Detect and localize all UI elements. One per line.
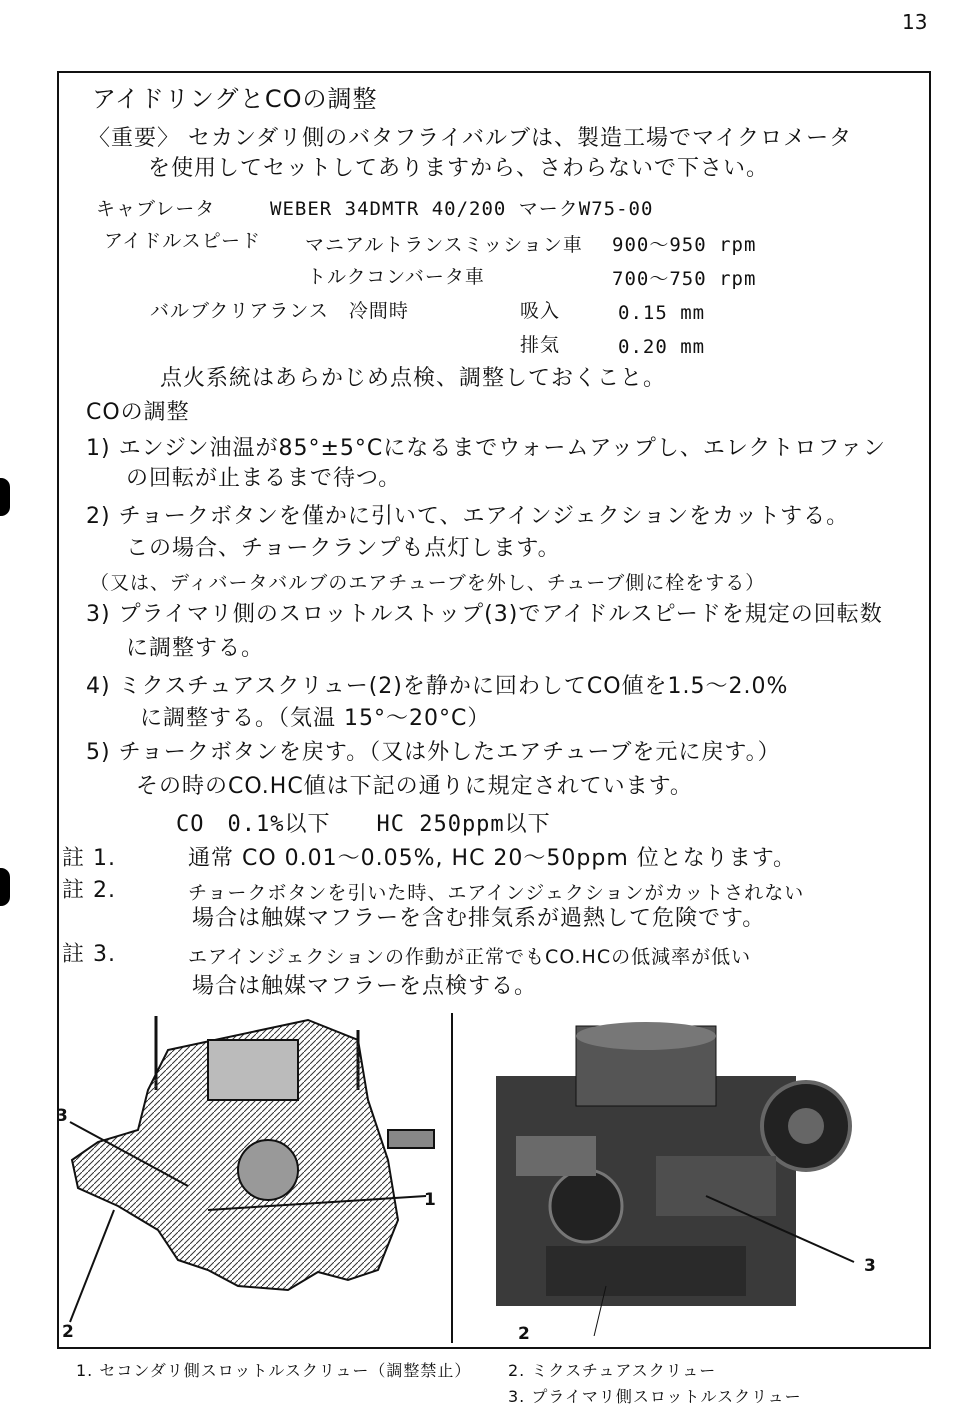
valve-label: バルブクリアランス 冷間時 [150, 300, 409, 322]
step-1-line-2: の回転が止まるまで待つ。 [126, 466, 402, 491]
step-2-line-2: この場合、チョークランプも点灯します。 [126, 536, 561, 561]
binder-hole-bottom [0, 868, 10, 906]
page-title: アイドリングとCOの調整 [92, 85, 378, 113]
left-callout-3: 3 [56, 1106, 68, 1126]
note-2-line-1: チョークボタンを引いた時、エアインジェクションがカットされない [188, 882, 805, 904]
step-3-line-2: に調整する。 [126, 636, 265, 661]
note-3-line-1: エアインジェクションの作動が正常でもCO.HCの低減率が低い [188, 946, 752, 968]
caption-3: 3. プライマリ側スロットルスクリュー [508, 1387, 802, 1406]
note-1-text: 通常 CO 0.01～0.05%, HC 20～50ppm 位となります。 [188, 846, 797, 871]
page-number: 13 [902, 10, 928, 34]
warning-line-1: 〈重要〉 セカンダリ側のバタフライバルブは、製造工場でマイクロメータ [88, 126, 853, 151]
left-callout-2: 2 [62, 1322, 74, 1342]
auto-label: トルクコンバータ車 [307, 266, 485, 288]
step-1-line-1: 1) エンジン油温が85°±5°Cになるまでウォームアップし、エレクトロファン [86, 436, 886, 461]
manual-value: 900～950 rpm [612, 234, 757, 256]
carburetor-photo-figure [456, 1016, 876, 1336]
note-1-label: 註 1. [62, 846, 116, 871]
co-heading: COの調整 [86, 400, 190, 425]
step-4-line-1: 4) ミクスチュアスクリュー(2)を静かに回わしてCO値を1.5～2.0% [86, 674, 789, 699]
step-3-line-1: 3) プライマリ側のスロットルストップ(3)でアイドルスピードを規定の回転数 [86, 602, 883, 627]
caption-1: 1. セコンダリ側スロットルスクリュー（調整禁止） [76, 1361, 472, 1380]
note-2-label: 註 2. [62, 878, 116, 903]
left-callout-1: 1 [424, 1190, 436, 1210]
step-5-line-2: その時のCO.HC値は下記の通りに規定されています。 [136, 774, 693, 799]
step-2-line-3: （又は、ディバータバルブのエアチューブを外し、チューブ側に栓をする） [90, 572, 766, 594]
right-callout-3: 3 [864, 1256, 876, 1276]
co-hc-limit: CO 0.1%以下 HC 250ppm以下 [176, 812, 551, 837]
carb-value: WEBER 34DMTR 40/200 マークW75-00 [270, 198, 654, 220]
step-5-line-1: 5) チョークボタンを戻す。（又は外したエアチューブを元に戻す。） [86, 740, 781, 765]
idle-label: アイドルスピード [104, 230, 261, 252]
ignition-note: 点火系統はあらかじめ点検、調整しておくこと。 [160, 366, 667, 391]
exhaust-value: 0.20 mm [618, 336, 706, 358]
note-3-line-2: 場合は触媒マフラーを点検する。 [192, 974, 538, 999]
intake-value: 0.15 mm [618, 302, 706, 324]
right-callout-2: 2 [518, 1324, 530, 1344]
manual-label: マニアルトランスミッション車 [305, 234, 583, 256]
carburetor-drawing-figure [58, 1010, 450, 1340]
intake-label: 吸入 [520, 300, 561, 322]
step-4-line-2: に調整する。（気温 15°～20°C） [140, 706, 491, 731]
note-3-label: 註 3. [62, 942, 116, 967]
auto-value: 700～750 rpm [612, 268, 757, 290]
note-2-line-2: 場合は触媒マフラーを含む排気系が過熱して危険です。 [192, 906, 766, 931]
figure-divider [451, 1013, 453, 1343]
binder-hole-top [0, 478, 10, 516]
caption-2: 2. ミクスチュアスクリュー [508, 1361, 717, 1380]
carb-label: キャブレータ [96, 198, 216, 220]
exhaust-label: 排気 [520, 334, 561, 356]
step-2-line-1: 2) チョークボタンを僅かに引いて、エアインジェクションをカットする。 [86, 504, 850, 529]
warning-line-2: を使用してセットしてありますから、さわらないで下さい。 [148, 156, 770, 181]
